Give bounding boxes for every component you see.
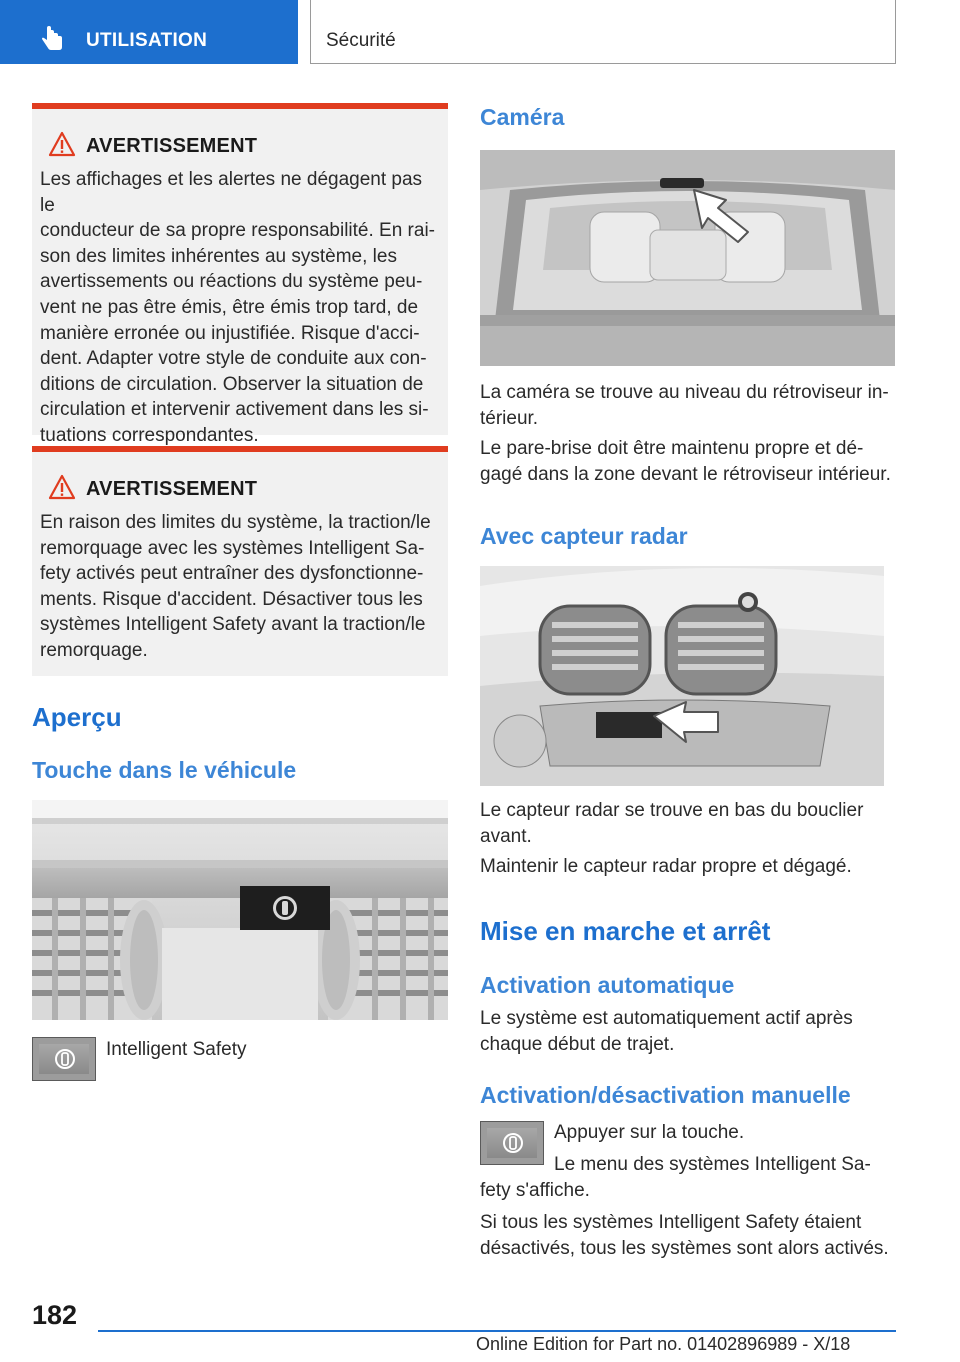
footer-divider xyxy=(98,1330,896,1332)
manual-text-2a: Le menu des systèmes Intelligent Sa‐ xyxy=(554,1154,871,1175)
intelligent-safety-button-icon xyxy=(480,1121,544,1165)
heading-activation-manuelle: Activation/désactivation manuelle xyxy=(480,1082,851,1108)
heading-mise-en-marche: Mise en marche et arrêt xyxy=(480,916,771,946)
heading-apercu: Aperçu xyxy=(32,702,122,732)
dashboard-button-figure xyxy=(32,800,448,1020)
heading-radar: Avec capteur radar xyxy=(480,523,688,549)
manual-text-2b: fety s'affiche. xyxy=(480,1180,590,1201)
manual-text-1: Appuyer sur la touche. xyxy=(554,1122,745,1143)
button-caption: Intelligent Safety xyxy=(106,1039,247,1060)
page-number: 182 xyxy=(32,1300,78,1330)
radar-text-1: Le capteur radar se trouve en bas du bouclier avant. xyxy=(480,800,864,847)
chapter-tab-label: UTILISATION xyxy=(86,30,208,51)
camera-location-figure xyxy=(480,150,895,366)
warning-box xyxy=(32,103,448,446)
warning-box xyxy=(32,446,448,676)
camera-text-2: Le pare-brise doit être maintenu propre et dé‐ gagé dans la zone devant le rétroviseur intérieur. xyxy=(480,438,891,485)
heading-touche: Touche dans le véhicule xyxy=(32,757,297,783)
hand-pointer-icon xyxy=(40,26,66,52)
auto-text: Le système est automatiquement actif après chaque début de trajet. xyxy=(480,1008,853,1055)
warning-text: Les affichages et les alertes ne dégagent pas le conducteur de sa propre responsabilité. En rai‐ son des limites inhérentes au système, les avertissements ou réactions du système peu‐ vent ne pas être émis, être émis trop tard, de manière erronée ou injustifiée. Risque d'acci‐ dent. Adapter votre style de conduite aux con‐ ditions de circulation. Observer la situation de circulation et intervenir activement dans les si‐ tuations correspondantes. xyxy=(40,169,436,446)
footer-edition: Online Edition for Part no. 01402896989 - X/18 xyxy=(476,1334,851,1354)
warning-title: AVERTISSEMENT xyxy=(86,135,258,157)
warning-title: AVERTISSEMENT xyxy=(86,478,258,500)
warning-text: En raison des limites du système, la traction/le remorquage avec les systèmes Intelligent Sa‐ fety activés peut entraîner des dysfonctionne‐ ments. Risque d'accident. Désactiver tous les systèmes Intelligent Safety avant la traction/le remorquage. xyxy=(40,512,431,661)
section-header xyxy=(310,0,896,64)
chapter-tab[interactable] xyxy=(0,0,298,64)
warning-triangle-icon xyxy=(48,131,76,157)
radar-text-2: Maintenir le capteur radar propre et dégagé. xyxy=(480,856,852,877)
camera-text-1: La caméra se trouve au niveau du rétroviseur in‐ térieur. xyxy=(480,382,889,429)
radar-sensor-figure xyxy=(480,566,884,786)
heading-camera: Caméra xyxy=(480,104,565,130)
section-title: Sécurité xyxy=(326,30,396,51)
intelligent-safety-button-icon xyxy=(32,1037,96,1081)
warning-triangle-icon xyxy=(48,474,76,500)
manual-text-3: Si tous les systèmes Intelligent Safety étaient désactivés, tous les systèmes sont alors activés. xyxy=(480,1212,889,1259)
heading-activation-auto: Activation automatique xyxy=(480,972,735,998)
